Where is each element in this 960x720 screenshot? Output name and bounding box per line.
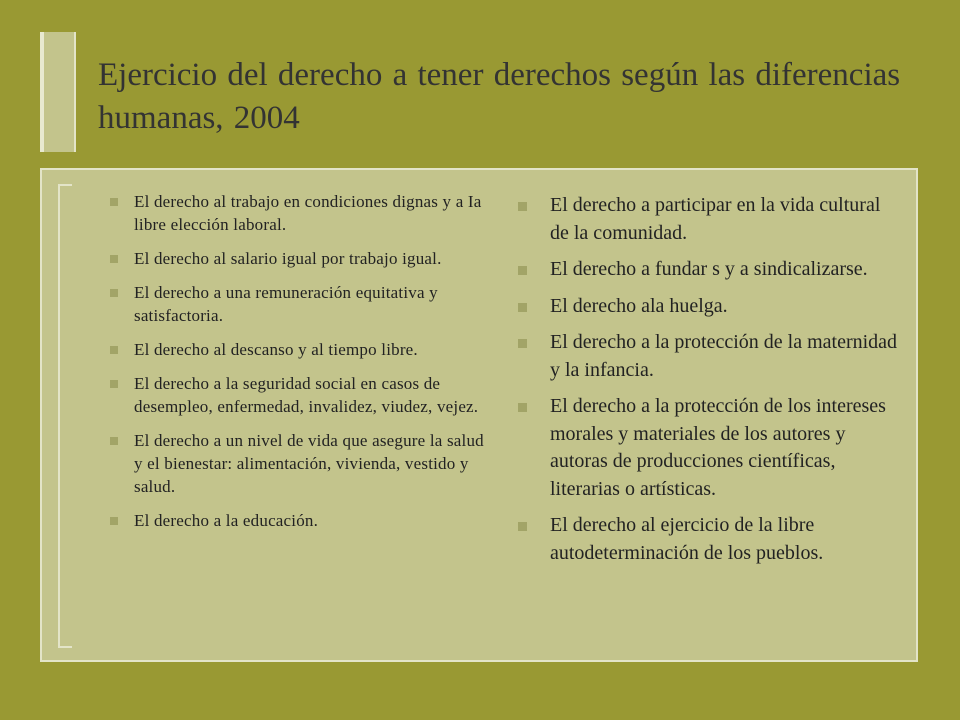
list-item <box>110 338 490 361</box>
list-item-text: El derecho a la protección de los intereses morales y materiales de los autores y autoras de producciones científicas, literarias o artísticas. <box>550 395 886 500</box>
list-item-text: El derecho al descanso y al tiempo libre. <box>134 340 418 359</box>
square-bullet-icon <box>110 346 118 354</box>
square-bullet-icon <box>518 202 527 211</box>
right-column <box>510 192 900 576</box>
list-item-text: El derecho a la protección de la maternidad y la infancia. <box>550 331 898 381</box>
list-item <box>110 509 490 532</box>
list-item-text: El derecho a la educación. <box>134 511 319 530</box>
list-item <box>110 247 490 270</box>
list-item <box>110 281 490 327</box>
square-bullet-icon <box>518 266 527 275</box>
right-rights-list <box>510 192 900 567</box>
title-accent-bar-highlight <box>40 32 44 152</box>
square-bullet-icon <box>518 339 527 348</box>
list-item <box>110 190 490 236</box>
list-item-text: El derecho a la seguridad social en casos de desempleo, enfermedad, invalidez, viudez, vejez. <box>134 374 479 416</box>
left-rights-list <box>110 190 490 532</box>
square-bullet-icon <box>110 289 118 297</box>
list-item-text: El derecho al trabajo en condiciones dignas y a Ia libre elección laboral. <box>134 192 482 234</box>
list-item <box>110 429 490 498</box>
square-bullet-icon <box>110 517 118 525</box>
square-bullet-icon <box>110 380 118 388</box>
list-item <box>510 256 900 284</box>
square-bullet-icon <box>110 437 118 445</box>
list-item <box>510 192 900 247</box>
list-item-text: El derecho ala huelga. <box>550 294 728 317</box>
square-bullet-icon <box>518 522 527 531</box>
slide-title: Ejercicio del derecho a tener derechos según las diferencias humanas, 2004 <box>98 57 901 136</box>
square-bullet-icon <box>518 403 527 412</box>
square-bullet-icon <box>110 255 118 263</box>
list-item <box>110 372 490 418</box>
left-column <box>110 190 490 543</box>
list-item-text: El derecho al salario igual por trabajo igual. <box>134 249 442 268</box>
list-item-text: El derecho al ejercicio de la libre autodeterminación de los pueblos. <box>550 514 824 564</box>
content-panel-bracket <box>58 184 72 648</box>
list-item <box>510 329 900 384</box>
list-item <box>510 293 900 321</box>
list-item-text: El derecho a fundar s y a sindicalizarse. <box>550 258 868 280</box>
list-item-text: El derecho a una remuneración equitativa y satisfactoria. <box>134 283 438 325</box>
square-bullet-icon <box>110 198 118 206</box>
square-bullet-icon <box>518 303 527 312</box>
list-item <box>510 512 900 567</box>
list-item-text: El derecho a un nivel de vida que asegure la salud y el bienestar: alimentación, vivienda, vestido y salud. <box>134 431 484 496</box>
list-item <box>510 393 900 503</box>
title-accent-bar <box>40 32 76 152</box>
list-item-text: El derecho a participar en la vida cultural de la comunidad. <box>550 194 881 244</box>
